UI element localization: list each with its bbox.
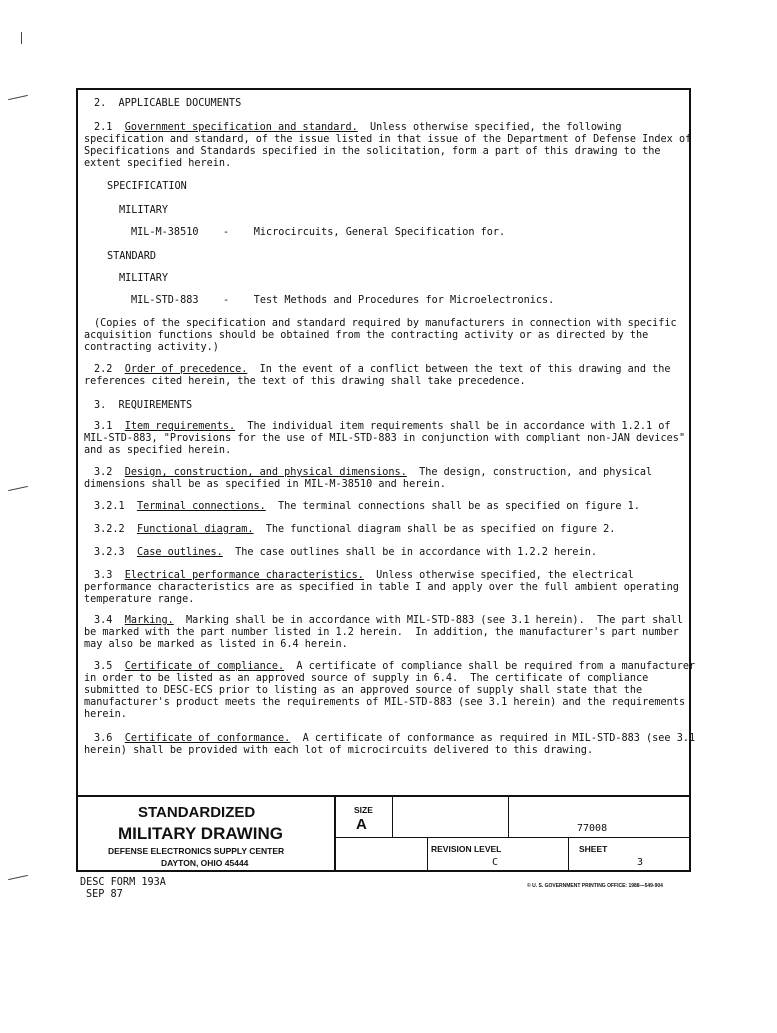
para-text: and as specified herein. [84, 445, 232, 456]
para-number: 2.2 [94, 364, 113, 375]
sheet-value: 3 [637, 857, 644, 868]
para-title: Functional diagram. [136, 524, 254, 535]
drawing-number: 77008 [577, 823, 608, 834]
para-number: 3.2.3 [94, 547, 125, 558]
para-number: 3.6 [94, 733, 113, 744]
form-number: DESC FORM 193A [80, 877, 166, 888]
para-number: 3.4 [94, 615, 113, 626]
size-label: SIZE [354, 805, 373, 815]
supply-center: DEFENSE ELECTRONICS SUPPLY CENTER [108, 846, 285, 856]
spec-entry [131, 227, 505, 239]
revision-value: C [492, 857, 499, 868]
std-label: STANDARD [107, 251, 157, 262]
para-text: A certificate of compliance shall be required from a manufacturer [284, 661, 696, 672]
title-standardized: STANDARDIZED [138, 804, 256, 821]
para-title: Design, construction, and physical dimensions. [124, 467, 407, 478]
para-number: 3.1 [94, 421, 113, 432]
paragraph-3-3 [94, 570, 634, 582]
supply-center-city: DAYTON, OHIO 45444 [161, 858, 249, 868]
para-text: references cited herein, the text of this drawing shall take precedence. [84, 376, 526, 387]
para-number: 3.2.1 [94, 501, 125, 512]
para-number: 3.2 [94, 467, 113, 478]
std-desc: Test Methods and Procedures for Microelectronics. [253, 295, 555, 306]
para-text: in order to be listed as an approved source of supply in 6.4. The certificate of compliance [84, 673, 649, 684]
para-title: Terminal connections. [136, 501, 266, 512]
para-title: Order of precedence. [124, 364, 248, 375]
para-title: Item requirements. [124, 421, 236, 432]
paragraph-3-1 [94, 421, 671, 433]
para-text: MIL-STD-883, "Provisions for the use of MIL-STD-883 in conjunction with compliant non-JAN devices" [84, 433, 686, 444]
paragraph-3-6 [94, 733, 695, 745]
para-title: Certificate of compliance. [124, 661, 285, 672]
para-text: The case outlines shall be in accordance with 1.2.2 herein. [222, 547, 597, 558]
para-title: Case outlines. [136, 547, 223, 558]
scan-mark [8, 486, 28, 491]
scan-mark [8, 875, 28, 880]
para-text: submitted to DESC-ECS prior to listing as an approved source of supply shall state that the [84, 685, 643, 696]
document-frame [76, 88, 696, 872]
para-text: The design, construction, and physical [406, 467, 653, 478]
std-entry [131, 295, 554, 307]
scan-mark [21, 32, 22, 44]
para-text: contracting activity.) [84, 342, 219, 353]
para-text: The terminal connections shall be as specified on figure 1. [265, 501, 640, 512]
para-title: Certificate of conformance. [124, 733, 291, 744]
paragraph-3-2-1 [94, 501, 640, 513]
para-title: Electrical performance characteristics. [124, 570, 364, 581]
para-text: manufacturer's product meets the requirements of MIL-STD-883 (see 3.1 herein) and the requirements [84, 697, 686, 708]
para-number: 3.3 [94, 570, 113, 581]
dash: - [223, 295, 230, 306]
paragraph-3-2-2 [94, 524, 615, 536]
paragraph-3-2-3 [94, 547, 597, 559]
title-block [78, 795, 689, 870]
para-text: Specifications and Standards specified in the solicitation, form a part of this drawing to the [84, 146, 661, 157]
paragraph-2-1 [94, 122, 622, 134]
para-text: specification and standard, of the issue listed in that issue of the Department of Defense Index of [84, 134, 692, 145]
para-title: Marking. [124, 615, 174, 626]
sheet-label: SHEET [579, 844, 608, 854]
spec-label: SPECIFICATION [107, 181, 187, 192]
paragraph-3-5 [94, 661, 695, 673]
section-heading: 3. REQUIREMENTS [94, 400, 193, 411]
para-text: may also be marked as listed in 6.4 herein. [84, 639, 348, 650]
printing-office-note: © U. S. GOVERNMENT PRINTING OFFICE: 1988—549-904 [527, 883, 663, 889]
para-text: temperature range. [84, 594, 195, 605]
para-title: Government specification and standard. [124, 122, 358, 133]
para-text: The individual item requirements shall be in accordance with 1.2.1 of [235, 421, 671, 432]
para-text: Unless otherwise specified, the electrical [363, 570, 634, 581]
para-text: In the event of a conflict between the text of this drawing and the [247, 364, 671, 375]
dash: - [223, 227, 230, 238]
paragraph-2-2 [94, 364, 671, 376]
scan-mark [8, 95, 28, 100]
para-text: Marking shall be in accordance with MIL-STD-883 (see 3.1 herein). The part shall [173, 615, 683, 626]
para-number: 3.5 [94, 661, 113, 672]
form-date: SEP 87 [86, 889, 123, 900]
para-number: 2.1 [94, 122, 113, 133]
para-text: herein. [84, 709, 127, 720]
para-text: (Copies of the specification and standard required by manufacturers in connection with specific [94, 318, 677, 329]
para-number: 3.2.2 [94, 524, 125, 535]
para-text: A certificate of conformance as required in MIL-STD-883 (see 3.1 [290, 733, 696, 744]
para-text: acquisition functions should be obtained from the contracting activity or as directed by the [84, 330, 649, 341]
spec-id: MIL-M-38510 [131, 227, 199, 238]
para-text: The functional diagram shall be as specified on figure 2. [253, 524, 616, 535]
para-text: extent specified herein. [84, 158, 232, 169]
spec-military: MILITARY [119, 205, 169, 216]
section-heading: 2. APPLICABLE DOCUMENTS [94, 98, 242, 109]
revision-label: REVISION LEVEL [431, 844, 502, 854]
paragraph-3-2 [94, 467, 652, 479]
para-text: Unless otherwise specified, the following [357, 122, 622, 133]
spec-desc: Microcircuits, General Specification for. [253, 227, 506, 238]
para-text: be marked with the part number listed in 1.2 herein. In addition, the manufacturer's part number [84, 627, 679, 638]
std-military: MILITARY [119, 273, 169, 284]
paragraph-3-4 [94, 615, 683, 627]
size-value: A [356, 816, 367, 833]
title-military-drawing: MILITARY DRAWING [118, 824, 283, 843]
para-text: dimensions shall be as specified in MIL-M-38510 and herein. [84, 479, 446, 490]
para-text: performance characteristics are as specified in table I and apply over the full ambient operating [84, 582, 679, 593]
para-text: herein) shall be provided with each lot of microcircuits delivered to this drawing. [84, 745, 594, 756]
std-id: MIL-STD-883 [131, 295, 199, 306]
